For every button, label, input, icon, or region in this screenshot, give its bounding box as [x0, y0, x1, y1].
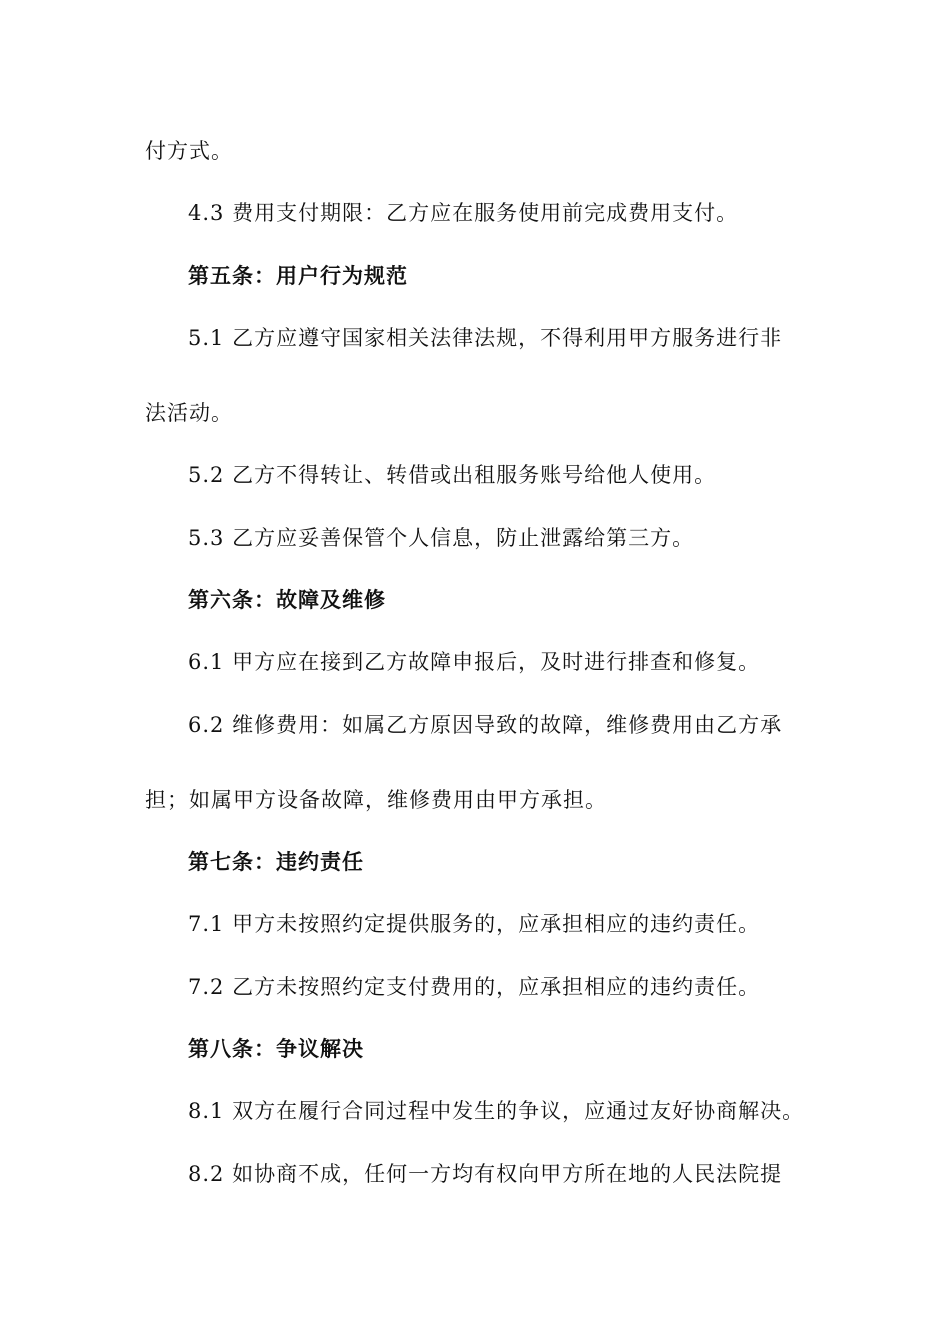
clause-8-2: 8.2 如协商不成，任何一方均有权向甲方所在地的人民法院提 — [188, 1162, 783, 1186]
clause-6-1: 6.1 甲方应在接到乙方故障申报后，及时进行排查和修复。 — [188, 650, 761, 674]
clause-8-1: 8.1 双方在履行合同过程中发生的争议，应通过友好协商解决。 — [188, 1099, 805, 1123]
text-line: 担；如属甲方设备故障，维修费用由甲方承担。 — [145, 788, 607, 812]
clause-5-2: 5.2 乙方不得转让、转借或出租服务账号给他人使用。 — [188, 463, 717, 487]
clause-5-3: 5.3 乙方应妥善保管个人信息，防止泄露给第三方。 — [188, 526, 695, 550]
section-heading-6: 第六条：故障及维修 — [188, 588, 386, 612]
clause-5-1: 5.1 乙方应遵守国家相关法律法规，不得利用甲方服务进行非 — [188, 326, 783, 350]
clause-7-2: 7.2 乙方未按照约定支付费用的，应承担相应的违约责任。 — [188, 975, 761, 999]
clause-7-1: 7.1 甲方未按照约定提供服务的，应承担相应的违约责任。 — [188, 912, 761, 936]
section-heading-5: 第五条：用户行为规范 — [188, 264, 408, 288]
clause-4-3: 4.3 费用支付期限：乙方应在服务使用前完成费用支付。 — [188, 201, 739, 225]
clause-6-2: 6.2 维修费用：如属乙方原因导致的故障，维修费用由乙方承 — [188, 713, 783, 737]
section-heading-8: 第八条：争议解决 — [188, 1037, 364, 1061]
section-heading-7: 第七条：违约责任 — [188, 850, 364, 874]
text-line: 付方式。 — [145, 139, 233, 163]
text-line: 法活动。 — [145, 401, 233, 425]
